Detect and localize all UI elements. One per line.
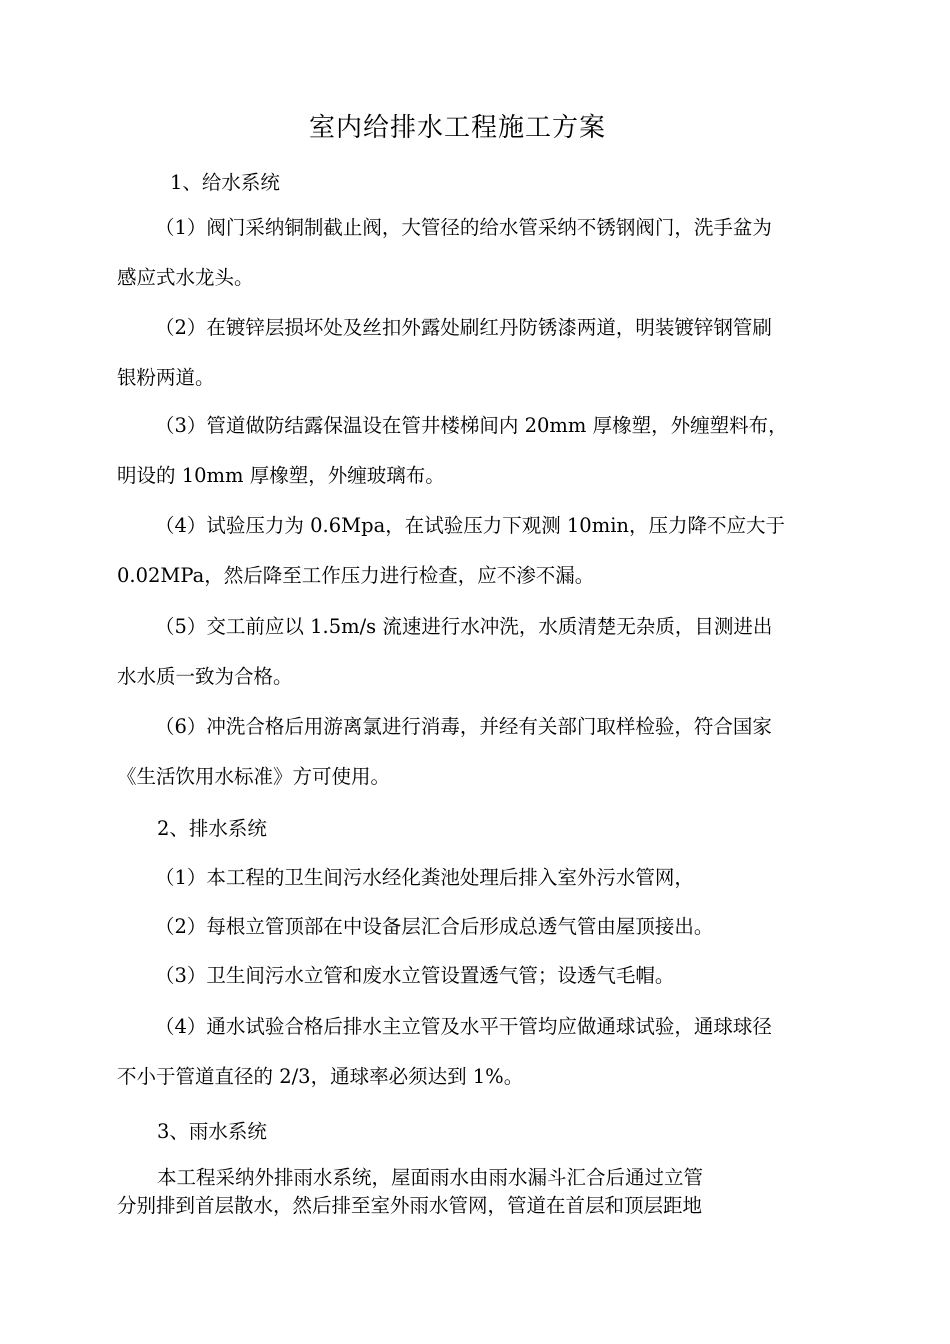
paragraph-line: 感应式水龙头。 [117, 266, 254, 289]
paragraph-line: 明设的 10mm 厚橡塑，外缠玻璃布。 [117, 464, 445, 487]
paragraph-line: 银粉两道。 [117, 366, 215, 389]
paragraph-line: （1）阀门采纳铜制截止阀，大管径的给水管采纳不锈钢阀门，洗手盆为 [155, 216, 772, 239]
paragraph-line: 0.02MPa，然后降至工作压力进行检查，应不渗不漏。 [117, 564, 595, 587]
paragraph-line: 本工程采纳外排雨水系统，屋面雨水由雨水漏斗汇合后通过立管 [157, 1166, 704, 1189]
section-heading-rainwater: 3、雨水系统 [157, 1120, 267, 1143]
paragraph-line: （4）试验压力为 0.6Mpa，在试验压力下观测 10min，压力降不应大于 [155, 514, 785, 537]
paragraph-line: 不小于管道直径的 2/3，通球率必须达到 1%。 [117, 1065, 524, 1088]
paragraph-line: （2）每根立管顶部在中设备层汇合后形成总透气管由屋顶接出。 [155, 915, 714, 938]
paragraph-line: （5）交工前应以 1.5m/s 流速进行水冲洗，水质清楚无杂质，目测进出 [155, 615, 773, 638]
paragraph-line: （3）管道做防结露保温设在管井楼梯间内 20mm 厚橡塑，外缠塑料布， [155, 414, 788, 437]
section-heading-water-supply: 1、给水系统 [170, 171, 280, 194]
paragraph-line: （6）冲洗合格后用游离氯进行消毒，并经有关部门取样检验，符合国家 [155, 715, 772, 738]
paragraph-line: （4）通水试验合格后排水主立管及水平干管均应做通球试验，通球球径 [155, 1015, 772, 1038]
paragraph-line: （2）在镀锌层损坏处及丝扣外露处刷红丹防锈漆两道，明装镀锌钢管刷 [155, 316, 772, 339]
paragraph-line: 水水质一致为合格。 [117, 665, 293, 688]
paragraph-line: （3）卫生间污水立管和废水立管设置透气管；设透气毛帽。 [155, 964, 675, 987]
section-heading-drainage: 2、排水系统 [157, 817, 267, 840]
paragraph-line: （1）本工程的卫生间污水经化粪池处理后排入室外污水管网， [155, 866, 694, 889]
paragraph-line: 《生活饮用水标准》方可使用。 [117, 765, 391, 788]
document-title: 室内给排水工程施工方案 [308, 113, 606, 143]
paragraph-line: 分别排到首层散水，然后排至室外雨水管网，管道在首层和顶层距地 [117, 1194, 703, 1217]
